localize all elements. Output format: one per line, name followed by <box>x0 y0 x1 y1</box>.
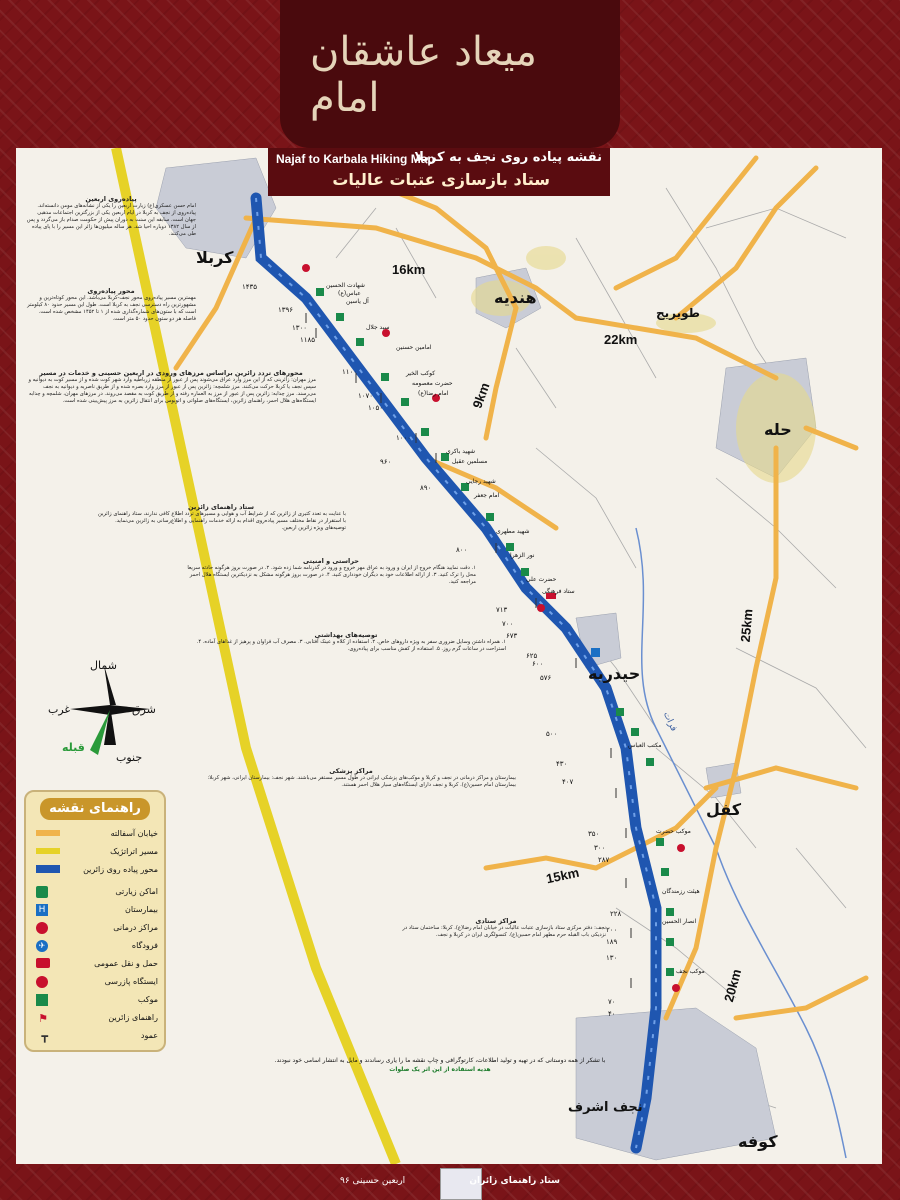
city-label-tuwairij: طویریج <box>656 306 700 320</box>
poi-label: حضرت معصومه <box>412 380 453 387</box>
city-label-kufa: کوفه <box>738 1132 778 1151</box>
poi-label: موکب حضرت <box>656 828 691 835</box>
poi-label: حضرت علی <box>526 576 557 583</box>
info-block-title: محورهای تردد زائرین براساس مرزهای ورودی در اربعین حسینی و خدمات در مسیر <box>39 370 303 377</box>
compass-east: شرق <box>132 703 156 716</box>
medical-icon <box>302 264 310 272</box>
mawkib-icon <box>666 968 674 976</box>
pillar-number: ۲۸۷ <box>598 857 610 864</box>
mawkib-icon <box>506 543 514 551</box>
mawkib-icon <box>616 708 624 716</box>
distance-label-22km: 22km <box>604 332 638 347</box>
hospital-icon <box>591 648 600 657</box>
pillar-number: ۱۳۹۶ <box>278 307 294 314</box>
pillar-number: ۲۰۰ <box>606 927 618 934</box>
pillar-number: ۶۲۵ <box>526 653 538 660</box>
pillar-icon: ┳ <box>41 1030 48 1043</box>
poi-label: امام جعفر <box>474 492 500 499</box>
compass-icon <box>60 665 160 775</box>
mawkib-icon <box>661 868 669 876</box>
compass-south: جنوب <box>116 751 143 764</box>
mawkib-icon <box>486 513 494 521</box>
mawkib-icon <box>666 908 674 916</box>
compass-rose <box>48 659 160 775</box>
poi-label: ستاد فرهنگی <box>542 588 575 595</box>
mawkib-icon <box>421 428 429 436</box>
info-block-text: با عنایت به تعدد کثیری از زائرین که از شرایط آب و هوایی و مسیرهای تردد اطلاع کافی ندارند، ستاد راهنمای زائرین با استقرار در نقاط مختلف مسیر پیاده‌روی اقدام به ارائه خدمات راهنمایی و اطلاع‌رسانی به زائرین می‌نماید. توصیه‌های ویژه زائرین اربعین. <box>98 511 346 531</box>
medical-icon <box>36 922 48 934</box>
city-label-karbala: کربلا <box>196 248 234 267</box>
pillar-number: ۵۰۰ <box>546 731 558 738</box>
road-hindiya-south <box>486 308 516 438</box>
distance-label-15km: 15km <box>544 864 581 887</box>
header-banner <box>280 0 620 148</box>
pillar-number: ۱۸۹ <box>606 939 618 946</box>
poi-label: هیئت رزمندگان <box>662 888 700 895</box>
poi-label: مسلمین عقیل <box>452 458 488 465</box>
legend-item-mawkib: موکب <box>32 992 158 1008</box>
poi-label: نور الزهرا <box>510 552 535 559</box>
distance-label-16km: 16km <box>392 262 426 277</box>
bus-icon <box>36 958 50 968</box>
map-legend <box>24 790 166 1052</box>
poi-label: شهید باکری <box>446 448 476 455</box>
poi-label: شهید مطهری <box>496 528 530 535</box>
footer-thanks: با تشکر از همه دوستانی که در تهیه و تولید اطلاعات، کارتوگرافی و چاپ نقشه ما را یاری رساندند و مایل به انتشار اسامی خود نبودند. <box>274 1057 606 1064</box>
mawkib-icon <box>656 838 664 846</box>
info-block-borders <box>26 370 316 490</box>
pillar-number: ۴۰۷ <box>562 779 574 786</box>
distance-label-20km: 20km <box>721 967 745 1004</box>
info-block-title: پیاده‌روی اربعین <box>85 196 137 203</box>
mawkib-icon <box>631 728 639 736</box>
legend-item-checkpoint: ایستگاه پازرسی <box>32 974 158 990</box>
pillar-number: ۲۲۸ <box>610 911 622 918</box>
legend-item-bus: حمل و نقل عمومی <box>32 956 158 972</box>
calligraphy-logo: میعاد عاشقان امام <box>310 29 537 121</box>
guide-flag-icon: ⚑ <box>38 1012 48 1025</box>
footer-gift: هدیه استفاده از این اثر یک صلوات <box>389 1066 491 1073</box>
airport-icon: ✈ <box>36 940 48 952</box>
pillar-number: ۷۰ <box>608 999 616 1006</box>
distance-label-9km: 9km <box>469 380 493 411</box>
pillar-number: ۹۶۰ <box>380 459 392 466</box>
poi-label: آل یاسین <box>346 298 369 305</box>
pillar-number: ۱۰۰۰ <box>396 435 412 442</box>
info-block-text: مرز مهران: زائرینی که از این مرز وارد عراق می‌شوند پس از عبور از منطقه زرباطیه وارد شهر کوت شده و از مسیر کوت به دیوانیه و سپس نجف یا کربلا حرکت می‌کنند. مرز شلمچه: زائرین پس از عبور از مرز وارد بصره شده و از طریق ناصریه و دیوانیه به نجف می‌رسند. مرز چذابه: زائرین پس از عبور از مرز به العماره رفته و از طریق کوت به مقصد می‌روند. در مرزهای مهران، شلمچه و چذابه ایستگاه‌های هلال احمر، راهنمای زائرین، ایستگاه‌های صلواتی و اتوبوس برای انتقال زائرین به مرز پیش‌بینی شده است. <box>28 377 316 404</box>
pillar-number: ۶۷۳ <box>506 633 518 640</box>
compass-north: شمال <box>90 659 117 672</box>
bottom-bar <box>340 1168 560 1196</box>
pillar-number: ۱۰۷۰ <box>358 393 374 400</box>
shrine-icon <box>36 886 48 898</box>
legend-title: راهنمای نقشه <box>40 798 150 820</box>
info-block-text: ۱. همراه داشتن وسایل ضروری سفر به ویژه داروهای خاص. ۲. استفاده از کلاه و عینک آفتابی. ۳. مصرف آب فراوان و پرهیز از غذاهای آماده. ۴. استراحت در ساعات گرم روز. ۵. استفاده از کفش مناسب برای پیاده‌روی. <box>196 639 506 652</box>
mawkib-icon <box>646 758 654 766</box>
legend-item-medical: مراکز درمانی <box>32 920 158 936</box>
hiking-path-icon <box>36 865 60 873</box>
pillar-number: ۸۹۰ <box>420 485 432 492</box>
info-block-title: توصیه‌های بهداشتی <box>314 632 378 639</box>
strategic-road-icon <box>36 848 60 854</box>
poi-label: انصار الحسین <box>662 918 697 925</box>
footer-note <box>220 1056 660 1074</box>
info-block-title: محور پیاده‌روی <box>87 288 135 295</box>
legend-item-guide: ⚑ راهنمای زائرین <box>32 1010 158 1026</box>
poi-label: شهادت الحسین <box>326 282 365 289</box>
info-block-health <box>186 632 506 772</box>
poi-label: شهید رجایی <box>466 478 496 485</box>
info-block-title: مراکز پزشکی <box>329 768 373 775</box>
pillar-number: ۴۳۰ <box>556 761 568 768</box>
asphalt-road-icon <box>36 830 60 836</box>
info-block-security <box>186 558 476 638</box>
medical-icon <box>537 604 545 612</box>
pillar-number: ۱۳۰ <box>606 955 618 962</box>
pillar-number: ۵۷۶ <box>540 675 552 682</box>
city-label-kifl: کفل <box>706 800 742 819</box>
compass-qibla: قبله <box>62 741 85 754</box>
mawkib-icon <box>666 938 674 946</box>
poi-label: مکتب العباس <box>628 742 662 749</box>
info-block-text: ۱. دقت نمایید هنگام خروج از ایران و ورود به عراق مهر خروج و ورود در گذرنامه شما زده شود. ۲. در صورت بروز هرگونه حادثه سریعا محل را ترک کنید. ۳. از ارائه اطلاعات خود به دیگران خودداری کنید. ۴. در صورت بروز هرگونه مشکل به نزدیکترین ایستگاه هلال احمر مراجعه کنید. <box>187 565 476 585</box>
pillar-number: ۷۱۳ <box>496 607 508 614</box>
info-block-medical <box>186 768 516 898</box>
info-block-title: مراکز ستادی <box>475 918 517 925</box>
info-block-title: حراستی و امنیتی <box>303 558 359 565</box>
river-label: فرات <box>661 709 680 733</box>
mawkib-icon <box>356 338 364 346</box>
map-subtitle: ستاد بازسازی عتبات عالیات <box>332 170 550 189</box>
map-title-english: Najaf to Karbala Hiking Map <box>276 152 435 166</box>
pillar-number: ۳۵۰ <box>588 831 600 838</box>
mawkib-icon <box>316 288 324 296</box>
road-hilla-north <box>676 168 816 318</box>
legend-item-hospital: H بیمارستان <box>32 902 158 918</box>
poi-label: موکب نجف <box>676 968 705 975</box>
pillar-number: ۶۰۰ <box>532 661 544 668</box>
city-label-hilla: حله <box>764 420 792 439</box>
info-block-offices <box>386 918 606 1038</box>
pillar-number: ۴۰ <box>608 1011 616 1018</box>
pillar-number: ۱۱۰۰ <box>342 369 358 376</box>
legend-item-airport: ✈ فرودگاه <box>32 938 158 954</box>
title-band <box>268 148 610 196</box>
hospital-icon: H <box>36 904 48 916</box>
legend-item-pillar: ┳ عمود <box>32 1028 158 1044</box>
legend-item-shrine: اماکن زیارتی <box>32 884 158 900</box>
road-hilla-kufa <box>666 448 776 1018</box>
info-block-text: نجف: دفتر مرکزی ستاد بازسازی عتبات عالیات در خیابان امام رضا(ع). کربلا: ساختمان ستاد در نزدیکی باب القبله حرم مطهر امام حسین(ع). کنسولگری ایران در کربلا و نجف. <box>402 925 606 938</box>
compass-west: غرب <box>48 703 71 716</box>
bottom-org-name: ستاد راهنمای زائران <box>469 1176 560 1186</box>
pillar-number: ۱۱۸۵ <box>300 337 316 344</box>
mawkib-icon <box>381 373 389 381</box>
poi-label: امامین حسنین <box>396 344 432 351</box>
legend-item-asphalt: خیابان آسفالته <box>32 826 158 842</box>
legend-item-hiking: محور پیاده روی زائرین <box>32 862 158 878</box>
pillar-number: ۱۴۳۵ <box>242 284 258 291</box>
checkpoint-icon <box>672 984 680 992</box>
checkpoint-icon <box>36 976 48 988</box>
poi-label: عباس(ع) <box>338 290 361 297</box>
poi-label: کوکب الخیر <box>406 370 436 377</box>
info-block-text: بیمارستان و مراکز درمانی در نجف و کربلا و موکب‌های پزشکی ایرانی در طول مسیر مستقر می‌باشند. شهر نجف: بیمارستان ایرانی، شهر کربلا: بیمارستان امام حسین(ع). کربلا و نجف دارای ایستگاه‌های سیار هلال احمر هستند. <box>207 775 516 788</box>
poi-label: امام رضا(ع) <box>418 390 449 397</box>
pillar-number: ۱۳۰۰ <box>292 325 308 332</box>
poi-label: سید جلال <box>366 324 390 331</box>
legend-item-strategic: مسیر اتراتژیک <box>32 844 158 860</box>
info-block-title: ستاد راهنمای زائرین <box>188 504 254 511</box>
info-block-text: مهمترین مسیر پیاده‌روی محور نجف-کربلا می‌باشد. این محور کوتاه‌ترین و مشهورترین راه دسترسی نجف به کربلا است. طول این مسیر حدود ۸۰ کیلومتر است که با ستون‌های شماره‌گذاری شده از ۱ تا ۱۴۵۲ مشخص شده است. فاصله هر دو ستون حدود ۵۰ متر است. <box>27 295 196 322</box>
distance-label-25km: 25km <box>737 608 756 643</box>
map-title-persian: نقشه پیاده روی نجف به کربلا <box>414 150 602 165</box>
pillar-number: ۷۰۰ <box>502 621 514 628</box>
city-label-najaf: نجف اشرف <box>568 1100 643 1115</box>
bottom-event-name: اربعین حسینی ۹۶ <box>340 1176 406 1186</box>
pillar-number: ۱۰۵۰ <box>368 405 384 412</box>
city-label-haydariya: حیدریه <box>588 664 641 683</box>
info-block-text: امام حسن عسکری(ع) زیارت اربعین را یکی از نشانه‌های مومن دانسته‌اند. پیاده‌روی از نجف به کربلا در ایام اربعین یکی از بزرگترین اجتماعات مذهبی جهان است. سابقه این سنت به دوران پیش از حکومت صدام باز می‌گردد و پس از سال ۱۳۸۲ دوباره احیا شد. هر ساله میلیون‌ها زائر این مسیر را با پای پیاده طی می‌کنند. <box>26 203 196 237</box>
medical-icon <box>677 844 685 852</box>
city-label-hindiya: هندیه <box>494 288 537 307</box>
pillar-number: ۳۰۰ <box>594 845 606 852</box>
mawkib-icon <box>336 313 344 321</box>
mawkib-icon <box>401 398 409 406</box>
mawkib-icon <box>521 568 529 576</box>
mawkib-icon <box>36 994 48 1006</box>
pillar-number: ۸۰۰ <box>456 547 468 554</box>
